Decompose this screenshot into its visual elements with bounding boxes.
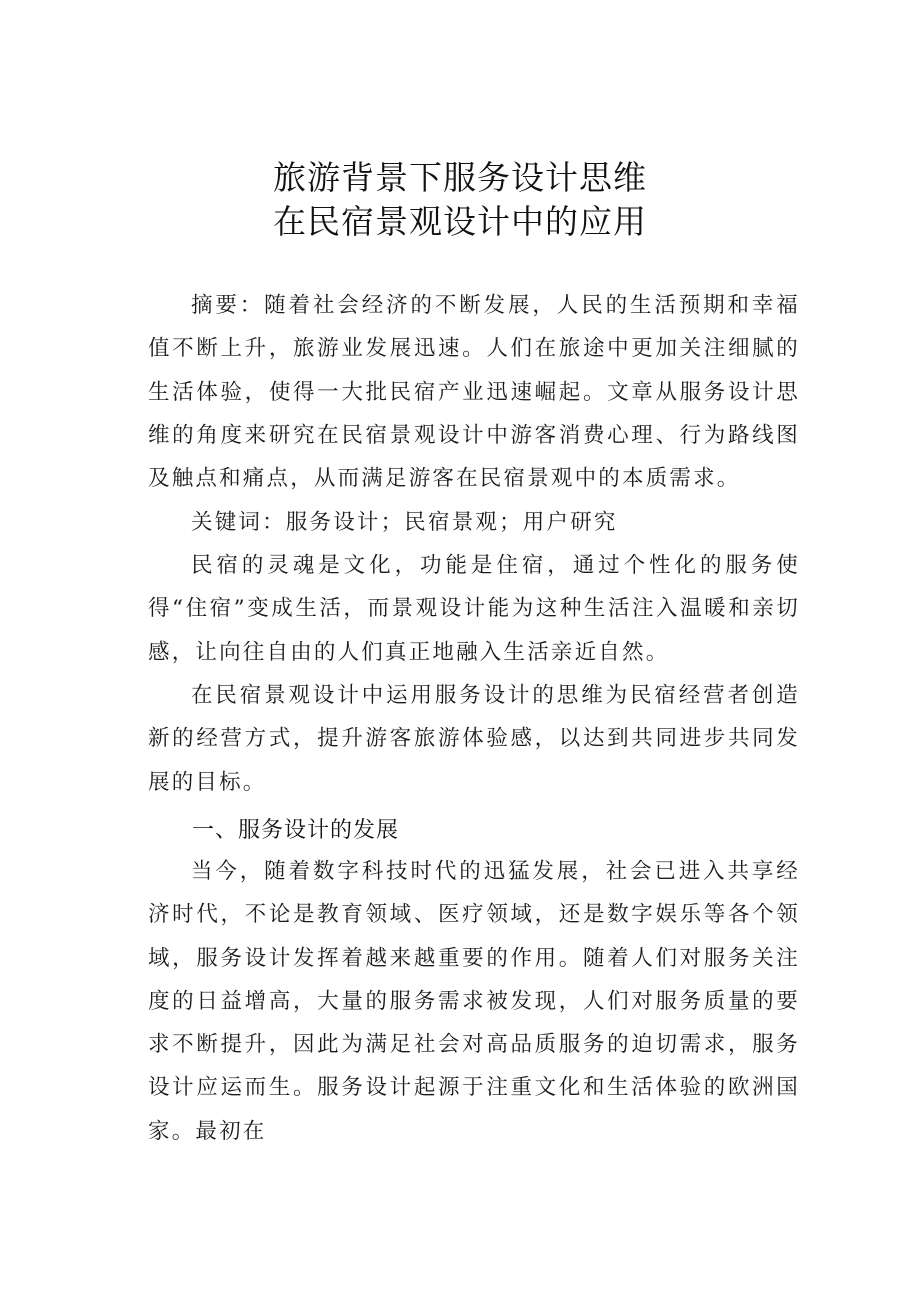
title-line-1: 旅游背景下服务设计思维 (273, 158, 647, 197)
body-paragraph-3: 当今，随着数字科技时代的迅猛发展，社会已进入共享经济时代，不论是教育领域、医疗领域，还是数字娱乐等各个领域，服务设计发挥着越来越重要的作用。随着人们对服务关注度的日益增高，大量的服务需求被发现，人们对服务质量的要求不断提升，因此为满足社会对高品质服务的迫切需求，服务设计应运而生。服务设计起源于注重文化和生活体验的欧洲国家。最初在 (148, 859, 800, 1144)
body-paragraph-2: 在民宿景观设计中运用服务设计的思维为民宿经营者创造新的经营方式，提升游客旅游体验感，以达到共同进步共同发展的目标。 (148, 683, 800, 795)
section-heading-1: 一、服务设计的发展 (192, 818, 400, 843)
title-line-2: 在民宿景观设计中的应用 (273, 202, 647, 241)
keywords-line: 关键词：服务设计；民宿景观；用户研究 (191, 510, 618, 535)
abstract-paragraph: 摘要：随着社会经济的不断发展，人民的生活预期和幸福值不断上升，旅游业发展迅速。人们在旅途中更加关注细腻的生活体验，使得一大批民宿产业迅速崛起。文章从服务设计思维的角度来研究在民宿景观设计中游客消费心理、行为路线图及触点和痛点，从而满足游客在民宿景观中的本质需求。 (148, 293, 800, 492)
body-paragraph-1: 民宿的灵魂是文化，功能是住宿，通过个性化的服务使得“住宿”变成生活，而景观设计能为这种生活注入温暖和亲切感，让向往自由的人们真正地融入生活亲近自然。 (148, 553, 800, 665)
